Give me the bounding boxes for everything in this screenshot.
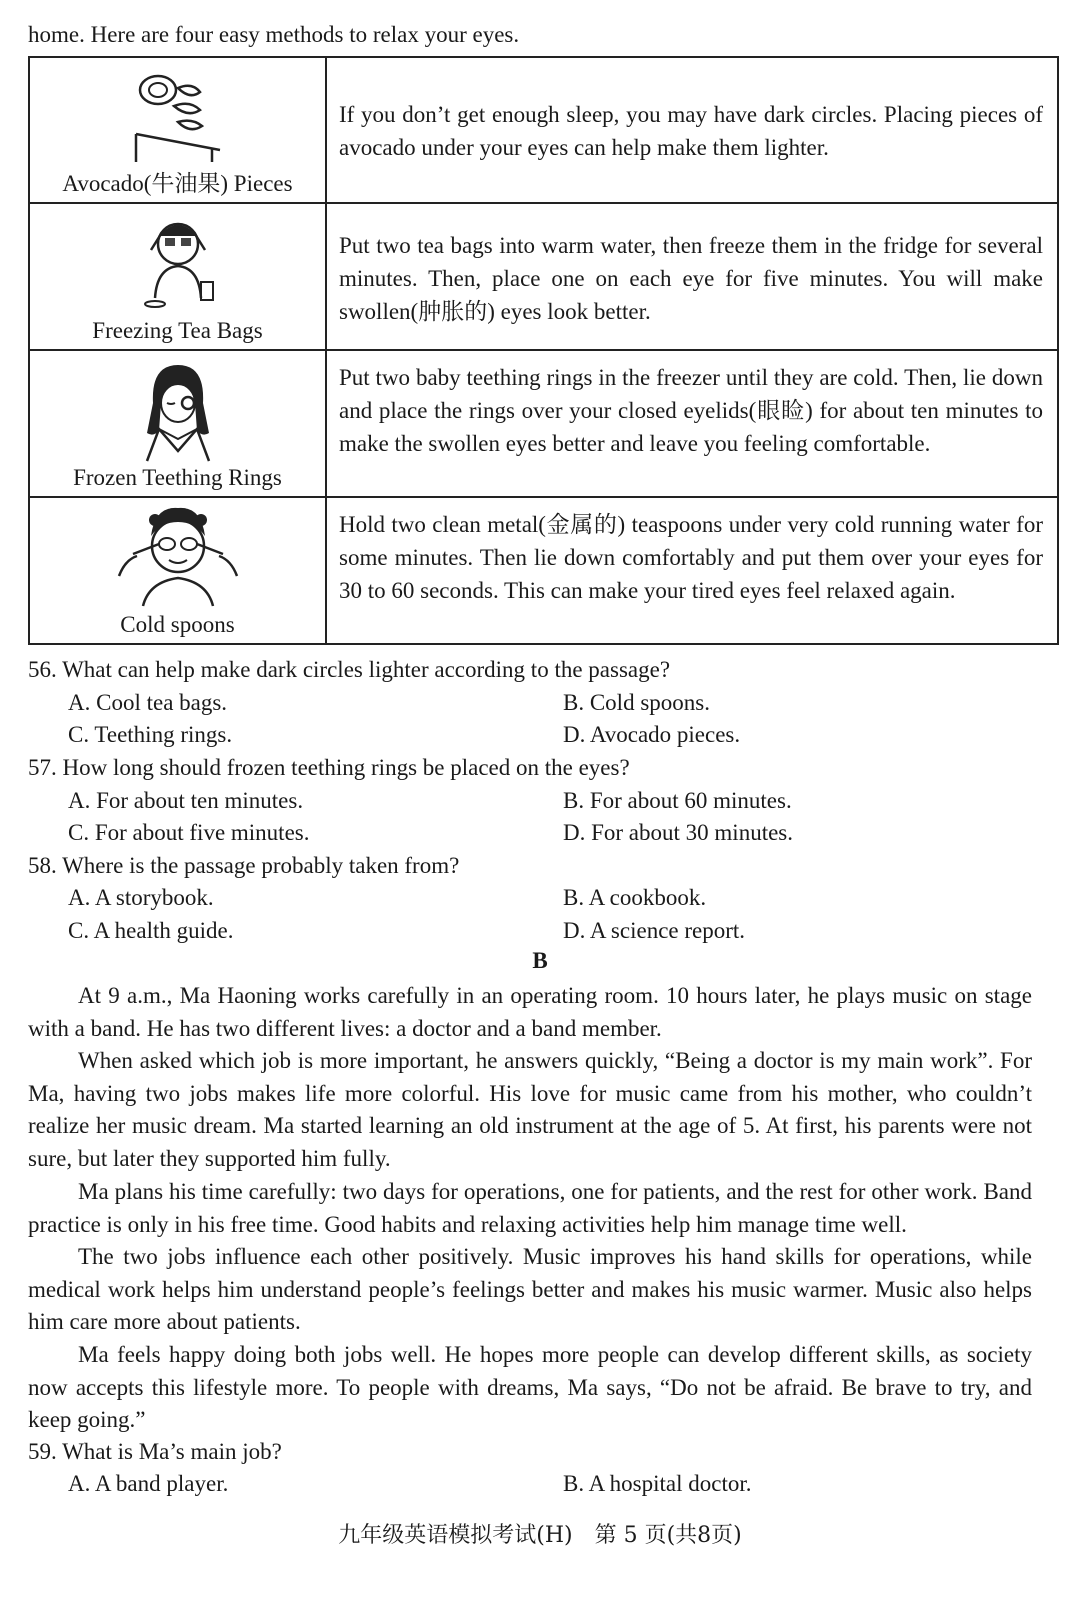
passage-paragraph: When asked which job is more important, he answers quickly, “Being a doctor is my main work”. For Ma, having two jobs makes life more colorful. His love for music came from his mother, who couldn’t realize her music dream. Ma started learning an old instrument at the age of 5. At first, his parents were not sure, but later they supported him fully. [28, 1048, 1032, 1171]
question-58-option-c[interactable]: C. A health guide. [68, 918, 234, 943]
question-59-stem: 59. What is Ma’s main job? [28, 1439, 282, 1464]
tea-bags-on-eyes-icon [133, 212, 223, 312]
question-58-stem: 58. Where is the passage probably taken from? [28, 853, 460, 878]
method-description-cell [326, 497, 1058, 644]
method-row-teething-rings [29, 350, 1058, 497]
question-56-option-d[interactable]: D. Avocado pieces. [563, 722, 741, 747]
methods-table [28, 56, 1059, 645]
question-56-option-b[interactable]: B. Cold spoons. [563, 690, 710, 715]
teething-rings-icon [133, 359, 223, 463]
passage-paragraph: Ma feels happy doing both jobs well. He hopes more people can develop different skills, as society now accepts this lifestyle more. To people with dreams, Ma says, “Do not be afraid. Be brave to try, and keep going.” [28, 1342, 1032, 1433]
question-56-option-c[interactable]: C. Teething rings. [68, 722, 233, 747]
avocado-pieces-icon [128, 66, 228, 166]
passage-paragraph: At 9 a.m., Ma Haoning works carefully in an operating room. 10 hours later, he plays music on stage with a band. He has two different lives: a doctor and a band member. [28, 983, 1032, 1041]
method-caption: Avocado(牛油果) Pieces [62, 171, 293, 196]
method-description: If you don’t get enough sleep, you may have dark circles. Placing pieces of avocado under your eyes can help make them lighter. [339, 102, 1043, 160]
method-row-tea-bags [29, 203, 1058, 350]
method-picture-cell [29, 350, 326, 497]
question-58-option-d[interactable]: D. A science report. [563, 918, 746, 943]
question-58-option-a[interactable]: A. A storybook. [68, 885, 214, 910]
cold-spoons-icon [113, 506, 243, 610]
passage-paragraph: The two jobs influence each other positively. Music improves his hand skills for operations, while medical work helps him understand people’s feelings better and makes his music warmer. Music also helps him care more about patients. [28, 1244, 1032, 1335]
question-57-option-b[interactable]: B. For about 60 minutes. [563, 788, 792, 813]
passage-paragraph: Ma plans his time carefully: two days for operations, one for patients, and the rest for other work. Band practice is only in his free time. Good habits and relaxing activities help him manage time well. [28, 1179, 1032, 1237]
question-59-option-a[interactable]: A. A band player. [68, 1471, 229, 1496]
question-56-option-a[interactable]: A. Cool tea bags. [68, 690, 228, 715]
question-59-option-b[interactable]: B. A hospital doctor. [563, 1471, 752, 1496]
question-57-stem: 57. How long should frozen teething rings be placed on the eyes? [28, 755, 630, 780]
method-description: Hold two clean metal(金属的) teaspoons under very cold running water for some minutes. Then lie down comfortably and put them over your eyes for 30 to 60 seconds. This can make your tired eyes feel relaxed again. [339, 512, 1043, 603]
method-row-avocado [29, 57, 1058, 203]
section-b-heading: B [532, 948, 548, 973]
method-description: Put two tea bags into warm water, then freeze them in the fridge for several minutes. Then, place one on each eye for five minutes. You will make swollen(肿胀的) eyes look better. [339, 233, 1043, 324]
question-56-stem: 56. What can help make dark circles lighter according to the passage? [28, 657, 671, 682]
question-57-option-c[interactable]: C. For about five minutes. [68, 820, 310, 845]
method-caption: Freezing Tea Bags [92, 318, 263, 343]
method-description-cell [326, 57, 1058, 203]
question-57-option-a[interactable]: A. For about ten minutes. [68, 788, 304, 813]
method-row-cold-spoons [29, 497, 1058, 644]
method-description-cell [326, 203, 1058, 350]
method-picture-cell [29, 203, 326, 350]
method-description: Put two baby teething rings in the freezer until they are cold. Then, lie down and place the rings over your closed eyelids(眼睑) for about ten minutes to make the swollen eyes better and leave you feeling comfortable. [339, 365, 1043, 456]
method-picture-cell [29, 57, 326, 203]
intro-line: home. Here are four easy methods to relax your eyes. [28, 22, 520, 47]
page-footer: 九年级英语模拟考试(H) 第 5 页(共8页) [338, 1523, 742, 1548]
question-58-option-b[interactable]: B. A cookbook. [563, 885, 707, 910]
question-57-option-d[interactable]: D. For about 30 minutes. [563, 820, 793, 845]
method-caption: Frozen Teething Rings [73, 465, 282, 490]
method-picture-cell [29, 497, 326, 644]
method-caption: Cold spoons [120, 612, 235, 637]
method-description-cell [326, 350, 1058, 497]
